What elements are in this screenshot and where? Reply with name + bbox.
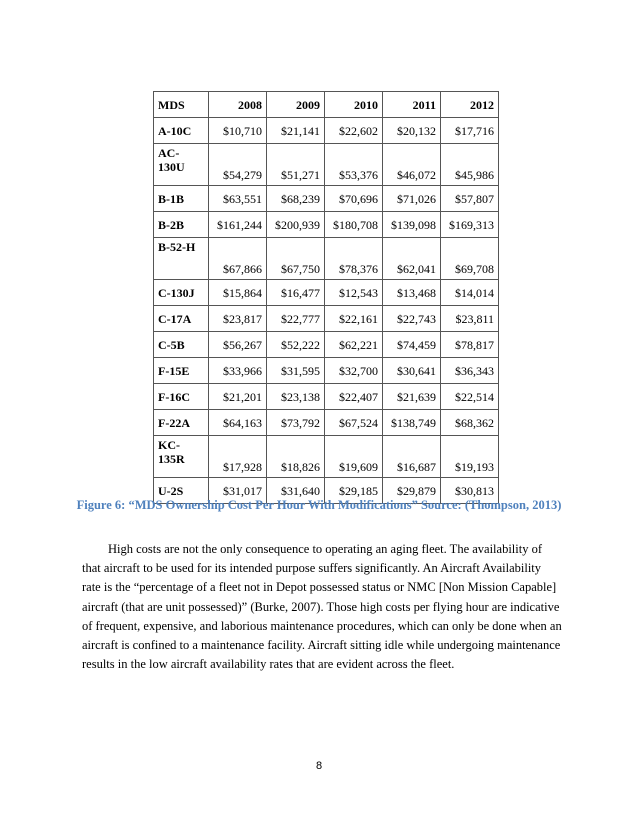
cost-cell: $15,864 [209,280,267,306]
cost-cell: $21,141 [267,118,325,144]
mds-cell: C-17A [154,306,209,332]
cost-cell: $63,551 [209,186,267,212]
cost-cell: $78,376 [325,238,383,280]
cost-cell: $67,750 [267,238,325,280]
cost-cell: $13,468 [383,280,441,306]
mds-cell: F-16C [154,384,209,410]
cost-cell: $57,807 [441,186,499,212]
cost-cell: $67,524 [325,410,383,436]
mds-cell: C-130J [154,280,209,306]
mds-cell: U-2S [154,478,209,504]
cost-cell: $10,710 [209,118,267,144]
table-header-row [154,92,499,118]
cost-cell: $22,602 [325,118,383,144]
cost-cell: $31,017 [209,478,267,504]
table-row [154,144,499,186]
cost-cell: $51,271 [267,144,325,186]
cost-cell: $169,313 [441,212,499,238]
cost-cell: $74,459 [383,332,441,358]
cost-cell: $62,221 [325,332,383,358]
table-row [154,212,499,238]
cost-cell: $54,279 [209,144,267,186]
cost-cell: $69,708 [441,238,499,280]
cost-cell: $32,700 [325,358,383,384]
cost-cell: $180,708 [325,212,383,238]
table-row [154,186,499,212]
mds-cell: A-10C [154,118,209,144]
cost-cell: $68,362 [441,410,499,436]
table-row [154,410,499,436]
table-header-cell: 2010 [325,92,383,118]
cost-cell: $19,609 [325,436,383,478]
table-row [154,238,499,280]
mds-cell: F-22A [154,410,209,436]
cost-cell: $70,696 [325,186,383,212]
table-header-cell: 2011 [383,92,441,118]
cost-cell: $67,866 [209,238,267,280]
table-body [154,118,499,504]
cost-cell: $200,939 [267,212,325,238]
cost-cell: $23,138 [267,384,325,410]
cost-cell: $62,041 [383,238,441,280]
cost-cell: $14,014 [441,280,499,306]
cost-cell: $17,928 [209,436,267,478]
cost-cell: $21,639 [383,384,441,410]
table-header-cell: 2012 [441,92,499,118]
cost-cell: $22,743 [383,306,441,332]
table-header-cell: 2009 [267,92,325,118]
cost-cell: $161,244 [209,212,267,238]
cost-cell: $29,879 [383,478,441,504]
cost-cell: $71,026 [383,186,441,212]
mds-cell: C-5B [154,332,209,358]
mds-cell: B-52-H [154,238,209,280]
cost-cell: $73,792 [267,410,325,436]
cost-cell: $33,966 [209,358,267,384]
table-row [154,280,499,306]
cost-cell: $31,640 [267,478,325,504]
cost-cell: $22,161 [325,306,383,332]
page-number: 8 [315,760,323,772]
mds-cell: B-1B [154,186,209,212]
mds-cell: F-15E [154,358,209,384]
table-header-cell: MDS [154,92,209,118]
cost-cell: $78,817 [441,332,499,358]
mds-cell: B-2B [154,212,209,238]
cost-cell: $20,132 [383,118,441,144]
cost-cell: $52,222 [267,332,325,358]
cost-cell: $46,072 [383,144,441,186]
cost-cell: $36,343 [441,358,499,384]
cost-cell: $31,595 [267,358,325,384]
mds-cell: AC-130U [154,144,209,186]
cost-cell: $138,749 [383,410,441,436]
table-row [154,358,499,384]
table-header-cell: 2008 [209,92,267,118]
table-row [154,436,499,478]
cost-cell: $16,477 [267,280,325,306]
cost-cell: $30,813 [441,478,499,504]
body-paragraph: High costs are not the only consequence to operating an aging fleet. The availability of that aircraft to be used for its intended purpose suffers significantly. An Aircraft Availability rate is the “percentage of a fleet not in Depot possessed status or NMC [Non Mission Capable] aircraft (that are unit possessed)” (Burke, 2007). Those high costs per flying hour are indicative of frequent, expensive, and laborious maintenance procedures, which can only be done when an aircraft is confined to a maintenance facility. Aircraft sitting idle while undergoing maintenance results in the low aircraft availability rates that are evident across the fleet. [82,542,562,672]
cost-cell: $64,163 [209,410,267,436]
cost-cell: $139,098 [383,212,441,238]
cost-cell: $19,193 [441,436,499,478]
figure-caption: Figure 6: “MDS Ownership Cost Per Hour With Modifications” Source: (Thompson, 2013) [76,498,562,512]
cost-cell: $22,514 [441,384,499,410]
ownership-cost-table [153,91,499,504]
cost-cell: $29,185 [325,478,383,504]
cost-cell: $17,716 [441,118,499,144]
cost-cell: $22,777 [267,306,325,332]
cost-cell: $23,817 [209,306,267,332]
cost-cell: $21,201 [209,384,267,410]
cost-cell: $30,641 [383,358,441,384]
table-row [154,384,499,410]
table-row [154,118,499,144]
cost-cell: $12,543 [325,280,383,306]
table-row [154,306,499,332]
cost-cell: $16,687 [383,436,441,478]
cost-cell: $56,267 [209,332,267,358]
cost-cell: $53,376 [325,144,383,186]
cost-cell: $18,826 [267,436,325,478]
cost-cell: $45,986 [441,144,499,186]
cost-cell: $23,811 [441,306,499,332]
cost-cell: $68,239 [267,186,325,212]
table-row [154,332,499,358]
mds-cell: KC-135R [154,436,209,478]
cost-cell: $22,407 [325,384,383,410]
